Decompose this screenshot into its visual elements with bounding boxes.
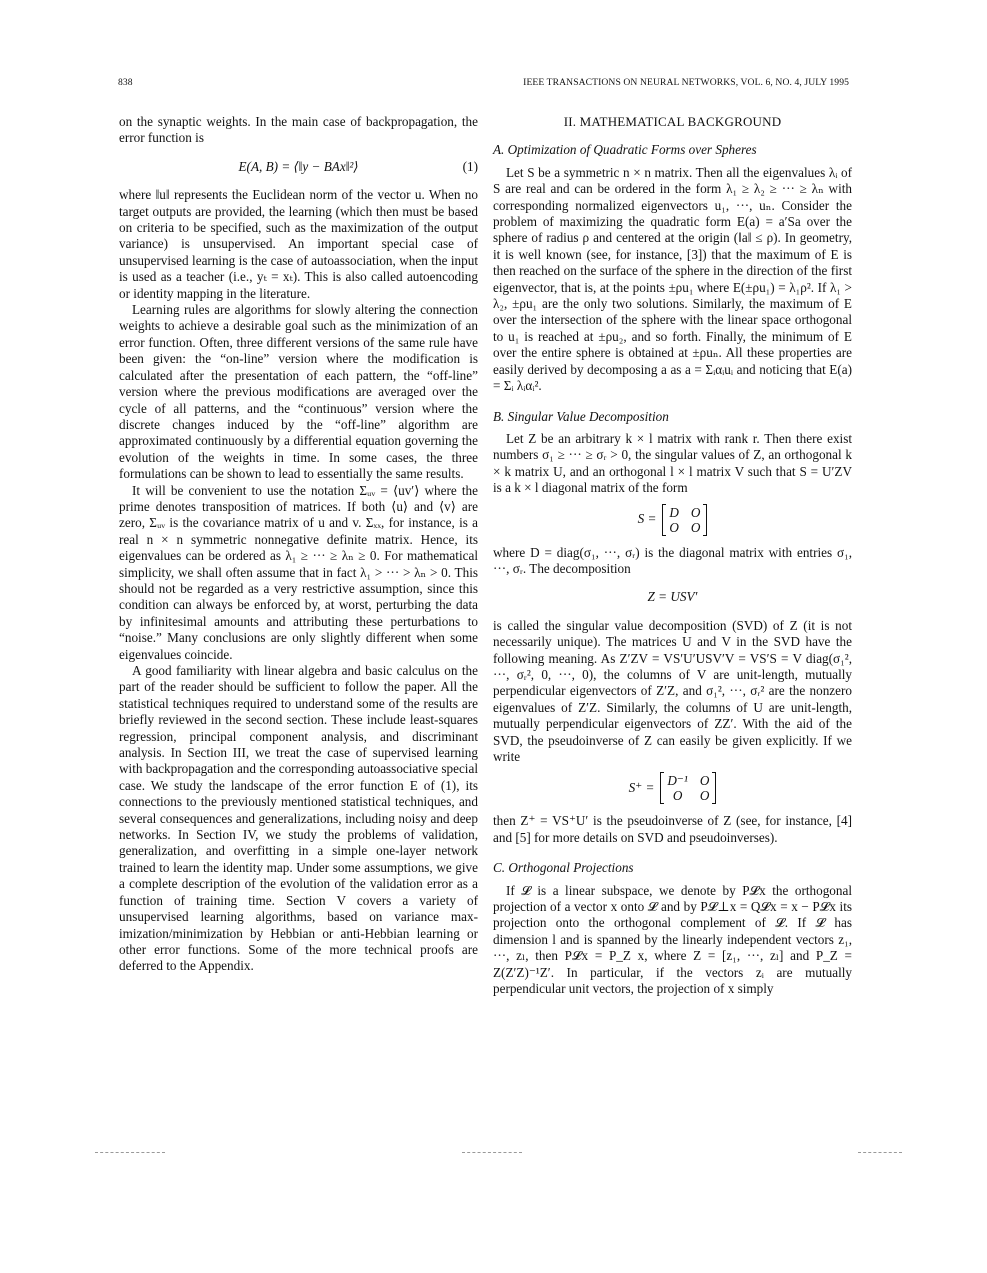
paragraph: It will be convenient to use the notation Σᵤᵥ = ⟨uv′⟩ where the prime denotes transposition of matrices. If both ⟨u⟩ and ⟨v⟩ are zero, Σᵤᵥ is the covariance matrix of u and v. Σₓₓ, for instance, is a real n × n symmetric nonnegative definite matrix. Hence, its eigenvalues can be ordered as λ₁ ≥ ··· ≥ λₙ ≥ 0. For mathematical simplicity, we shall often assume that in fact λ₁ > ··· > λₙ > 0. This should not be regarded as a very restrictive assumption, since this condition can always be enforced by, at worst, perturbing the data by infinitesimal amounts and attributing these perturbations to “noise.” Many conclusions are only slightly different when some eigenvalues coincide. [119, 482, 478, 662]
left-column [119, 114, 478, 975]
page-number: 838 [118, 77, 133, 88]
equation-body: E(A, B) = ⟨‖y − BAx‖²⟩ [238, 158, 359, 174]
paragraph: on the synaptic weights. In the main case of backpropagation, the error function is [119, 114, 478, 146]
equation-1 [119, 159, 478, 175]
block-matrix [660, 773, 716, 803]
section-title: II. MATHEMATICAL BACKGROUND [563, 114, 782, 129]
paragraph: Let S be a symmetric n × n matrix. Then all the eigenvalues λᵢ of S are real and can be ordered in the form λ₁ ≥ λ₂ ≥ ··· ≥ λₙ with corresponding normalized eigenvectors u₁, ···, uₙ. Consider the problem of maximizing the quadratic form E(a) = a′Sa over the sphere of radius ρ and centered at the origin (‖a‖ ≤ ρ). In geometry, it is well known (see, for instance, [3]) that the maximum of E is then reached on the surface of the sphere in the direction of the first eigenvector, that is, at the points ±ρu₁ where E(±ρu₁) = λ₁ρ². If λ₁ > λ₂, ±ρu₁ are the only two solutions. Similarly, the maximum of E over the intersection of the sphere with the linear space orthogonal to u₁ is reached at ±ρu₂, and so forth. Finally, the minimum of E over the entire sphere is obtained at ±ρuₙ. All these properties are easily derived by decomposing a as a = Σᵢαᵢuᵢ and noticing that E(a) = Σᵢ λᵢαᵢ². [493, 164, 852, 394]
scan-artifact-line [462, 1152, 522, 1153]
matrix-cell: O [690, 504, 701, 520]
paragraph: then Z⁺ = VS⁺U′ is the pseudoinverse of Z (see, for instance, [4] and [5] for more details on SVD and pseudoinverses). [493, 813, 852, 845]
scan-artifact-line [858, 1152, 902, 1153]
subsection-title-a: A. Optimization of Quadratic Forms over Spheres [493, 142, 757, 158]
matrix-equation-s [493, 505, 852, 535]
matrix-cell: O [699, 788, 710, 804]
paragraph: A good familiarity with linear algebra and basic calculus on the part of the reader should be sufficient to follow the paper. All the statistical techniques required to understand some of the results are briefly reviewed in the second section. These include least-squares regression, principal component analysis, and discriminant analysis. In Section III, we treat the case of supervised learning with backpropagation and the corresponding autoassociative special case. We study the landscape of the error function E of (1), its connections to the previously mentioned statistical techniques, and several consequences and generalizations, including noisy and deep networks. In Section IV, we study the problems of validation, generalization, and overfitting in a simple one-layer network trained to learn the identity map. Under some assumptions, we give a complete description of the evolution of the validation error as a function of training time. Section V covers a variety of unsupervised learning algorithms, based on variance maximization/minimization by Hebbian or anti-Hebbian learning or other error functions. Some of the more technical proofs are deferred to the Appendix. [119, 663, 478, 974]
matrix-cell: O [672, 788, 683, 804]
matrix-cell: D [669, 504, 679, 520]
matrix-cell: O [690, 519, 701, 535]
paragraph: where ‖u‖ represents the Euclidean norm of the vector u. When no target outputs are provided, the learning (which then must be based on criteria to be specified, such as the maximization of the output variance) is unsupervised. An important special case of unsupervised learning is the case of autoassociation, when the input is used as a teacher (i.e., yₜ = xₜ). This is also called autoencoding or identity mapping in the literature. [119, 187, 478, 301]
paragraph: If 𝓛 is a linear subspace, we denote by P𝓛x the orthogonal projection of a vector x onto 𝓛 and by P𝓛⊥x = Q𝓛x = x − P𝓛x its projection onto the orthogonal complement of 𝓛. If 𝓛 has dimension l and is spanned by the linearly independent vectors z₁, ···, zₗ, then P𝓛x = P_Z x, where Z = [z₁, ···, zₗ] and P_Z = Z(Z′Z)⁻¹Z′. In particular, if the vectors zᵢ are mutually perpendicular unit vectors, the projection of x simply [493, 882, 852, 997]
matrix-lhs: S = [637, 511, 657, 527]
block-matrix [662, 505, 707, 535]
matrix-cell: O [699, 773, 710, 789]
right-column [493, 114, 852, 997]
subsection-title-b: B. Singular Value Decomposition [493, 408, 669, 424]
equation-svd: Z = USV′ [647, 589, 698, 605]
subsection-title-c: C. Orthogonal Projections [493, 860, 634, 876]
scan-artifact-line [95, 1152, 165, 1153]
paragraph: where D = diag(σ₁, ···, σᵣ) is the diagonal matrix with entries σ₁, ···, σᵣ. The decomposition [493, 544, 852, 576]
matrix-lhs: S⁺ = [628, 780, 655, 796]
journal-running-head: IEEE TRANSACTIONS ON NEURAL NETWORKS, VOL. 6, NO. 4, JULY 1995 [523, 77, 849, 88]
page-header [118, 77, 849, 91]
matrix-cell: D⁻¹ [667, 773, 688, 789]
paragraph: is called the singular value decomposition (SVD) of Z (it is not necessarily unique). The matrices U and V in the SVD have the following meaning. As Z′ZV = VS′U′USV′V = VS′S = V diag(σ₁², ···, σᵣ², 0, ···, 0), the columns of V are unit-length, mutually perpendicular eigenvectors of Z′Z, and σ₁², ···, σᵣ² are the nonzero eigenvalues of Z′Z. Similarly, the columns of U are unit-length, mutually perpendicular eigenvectors of ZZ′. With the aid of the SVD, the pseudoinverse of Z can easily be given explicitly. If we write [493, 617, 852, 764]
matrix-cell: O [669, 519, 679, 535]
matrix-equation-s-plus [493, 773, 852, 803]
paragraph: Let Z be an arbitrary k × l matrix with rank r. Then there exist numbers σ₁ ≥ ··· ≥ σᵣ > 0, the singular values of Z, an orthogonal k × k matrix U, and an orthogonal l × l matrix V such that S = U′ZV is a k × l diagonal matrix of the form [493, 430, 852, 496]
equation-number: (1) [462, 158, 478, 174]
paragraph: Learning rules are algorithms for slowly altering the connection weights to achieve a desirable goal such as the minimization of an error function. Often, three different versions of the same rule have been given: the “on-line” version where the modification is calculated after the presentation of each pattern, the “off-line” version where the previous modifications are averaged over the cycle of all patterns, and the “continuous” version where the discrete changes induced by the “off-line” algorithm are approximated continuously by a differential equation governing the evolution of the weights in time. In some cases, the three formulations can be shown to lead to essentially the same results. [119, 302, 478, 482]
